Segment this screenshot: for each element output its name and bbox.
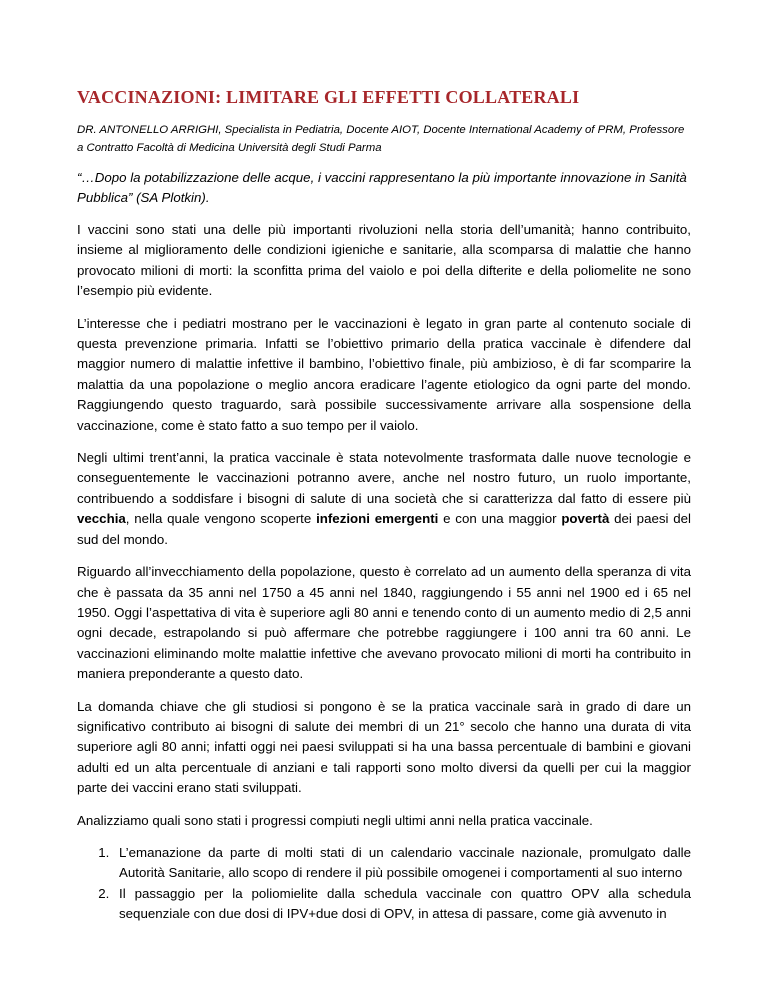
paragraph-2: L’interesse che i pediatri mostrano per le vaccinazioni è legato in gran parte al contenuto sociale di questa prevenzione primaria. Infatti se l’obiettivo primario della pratica vaccinale è difendere dal maggior numero di malattie infettive il bambino, l’obiettivo finale, più ambizioso, è di far scomparire la malattia da una popolazione o meglio ancora eradicare l’agente etiologico da ogni parte del mondo. Raggiungendo questo traguardo, sarà possibile successivamente arrivare alla sospensione della vaccinazione, come è stato fatto a suo tempo per il vaiolo. — [77, 315, 691, 433]
paragraph-5: La domanda chiave che gli studiosi si pongono è se la pratica vaccinale sarà in grado di dare un significativo contributo ai bisogni di salute dei membri di un 21° secolo che hanno una durata di vita superiore agli 80 anni; infatti oggi nei paesi sviluppati si ha una bassa percentuale di bambini e giovani adulti ed un alta percentuale di anziani e tali rapporti sono molto diversi da quelli per cui la maggior parte dei vaccini erano stati sviluppati. — [77, 698, 691, 796]
p3-text-1: Negli ultimi trent’anni, la pratica vaccinale è stata notevolmente trasformata dalle nuove tecnologie e conseguentemente le vaccinazioni potranno avere, anche nel nostro futuro, un ruolo importante, contribuendo a soddisfare i bisogni di salute di una società che si caratterizza dal fatto di essere più — [77, 450, 691, 506]
paragraph-6: Analizziamo quali sono stati i progressi compiuti negli ultimi anni nella pratica vaccinale. — [77, 812, 593, 828]
p3-text-3: e con una maggior — [438, 511, 562, 527]
document-title: VACCINAZIONI: LIMITARE GLI EFFETTI COLLATERALI — [77, 87, 580, 107]
progress-list — [77, 843, 691, 925]
p3-text-4: dei paesi del sud del mondo. — [77, 511, 691, 547]
paragraph-1: I vaccini sono stati una delle più importanti rivoluzioni nella storia dell’umanità; hanno contribuito, insieme al miglioramento delle condizioni igieniche e sanitarie, alla scomparsa di malattie che hanno provocato milioni di morti: la sconfitta prima del vaiolo e poi della difterite e della poliomelite ne sono l’esempio più evidente. — [77, 222, 691, 299]
list-item: 2. Il passaggio per la poliomielite dalla schedula vaccinale con quattro OPV alla schedula sequenziale con due dosi di IPV+due dosi di OPV, in attesa di passare, come già avvenuto in — [113, 884, 691, 925]
paragraph-3 — [77, 448, 691, 550]
p3-bold-vecchia: vecchia — [77, 511, 126, 527]
p3-text-2: , nella quale vengono scoperte — [125, 511, 317, 527]
paragraph-4: Riguardo all’invecchiamento della popolazione, questo è correlato ad un aumento della speranza di vita che è passata da 35 anni nel 1750 a 45 anni nel 1840, raggiungendo i 55 anni nel 1900 ed i 65 nel 1950. Oggi l’aspettativa di vita è superiore agli 80 anni e tenendo conto di un aumento medio di 2,5 anni ogni decade, estrapolando si può affermare che potrebbe raggiungere i 100 anni tra 60 anni. Le vaccinazioni eliminando molte malattie infettive che avevano provocato milioni di morti ha contribuito in maniera preponderante a questo dato. — [77, 564, 691, 682]
p3-bold-infezioni: infezioni emergenti — [316, 511, 439, 527]
p3-bold-poverta: povertà — [561, 511, 610, 527]
author-line: DR. ANTONELLO ARRIGHI, Specialista in Pediatria, Docente AIOT, Docente International Academy of PRM, Professore a Contratto Facoltà di Medicina Università degli Studi Parma — [77, 124, 685, 154]
list-item: 1. L’emanazione da parte di molti stati di un calendario vaccinale nazionale, promulgato dalle Autorità Sanitarie, allo scopo di rendere il più possibile omogenei i comportamenti al suo interno — [113, 843, 691, 884]
epigraph-quote: “…Dopo la potabilizzazione delle acque, i vaccini rappresentano la più importante innovazione in Sanità Pubblica” (SA Plotkin). — [77, 170, 687, 205]
